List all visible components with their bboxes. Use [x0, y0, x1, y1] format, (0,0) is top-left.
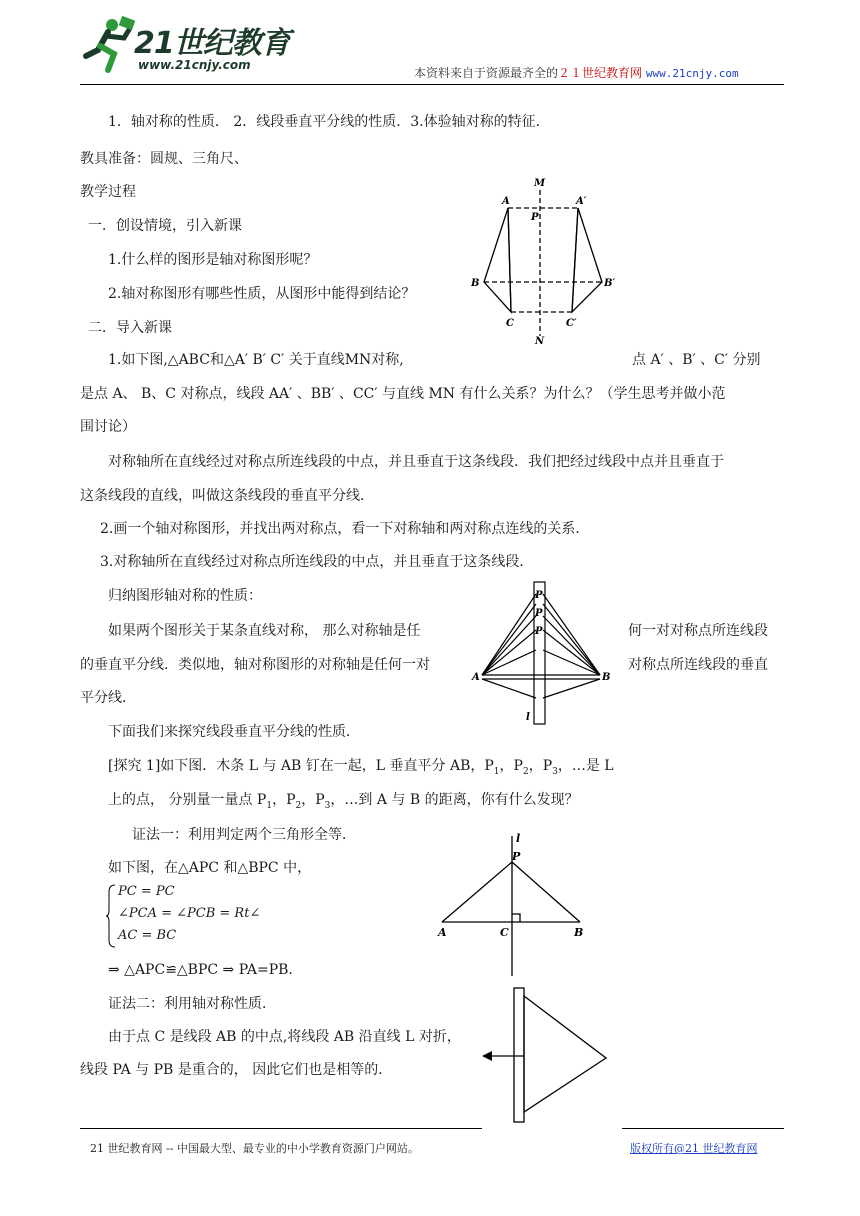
- logo-url-text: www.21cnjy.com: [138, 58, 251, 72]
- summary-line1-left: 如果两个图形关于某条直线对称， 那么对称轴是任: [108, 623, 421, 639]
- label-C-prime: C′: [566, 318, 577, 329]
- footer-copyright-link[interactable]: 版权所有@21 世纪教育网: [630, 1142, 758, 1155]
- figure-folding: [476, 986, 616, 1126]
- label-B: B: [574, 926, 584, 939]
- header-note-url[interactable]: www.21cnjy.com: [645, 67, 739, 80]
- proof-one-intro: 如下图，在△APC 和△BPC 中，: [108, 860, 312, 876]
- label-P2: P: [535, 608, 543, 619]
- para-1-line3: 围讨论）: [80, 419, 136, 435]
- item-two: 2.画一个轴对称图形，并找出两对称点，看一下对称轴和两对称点连线的关系．: [100, 521, 590, 537]
- proof-two-line1: 由于点 C 是线段 AB 的中点,将线段 AB 沿直线 L 对折，: [108, 1029, 461, 1045]
- label-l: l: [526, 712, 530, 723]
- label-A: A: [438, 926, 447, 939]
- label-P1: P: [535, 590, 543, 601]
- header-note-prefix: 本资料来自于资源最齐全的: [414, 66, 559, 80]
- left-arrow-icon: [482, 1051, 492, 1061]
- equation-1: PC = PC: [118, 884, 175, 899]
- figure-wooden-strip: [470, 580, 620, 726]
- section-one-heading: 一．创设情境，引入新课: [88, 218, 242, 234]
- equation-3: AC = BC: [118, 928, 177, 943]
- explore-intro: 下面我们来探究线段垂直平分线的性质．: [108, 724, 360, 740]
- site-logo: [78, 14, 298, 80]
- figure-mn-symmetry: [466, 176, 626, 346]
- section-two-heading: 二．导入新课: [88, 320, 172, 336]
- label-N: N: [535, 336, 545, 346]
- runner-logo-icon: [78, 16, 138, 76]
- summary-line1-right: 何一对对称点所连线段: [628, 623, 768, 639]
- header-rule: [80, 84, 784, 85]
- footer-rule-right: [622, 1128, 784, 1129]
- objectives-line: 1．轴对称的性质． 2．线段垂直平分线的性质．3.体验轴对称的特征．: [108, 114, 550, 130]
- summary-line3: 平分线．: [80, 690, 136, 706]
- label-M: M: [534, 178, 546, 189]
- para-1-right: 点 A′ 、B′ 、C′ 分别: [632, 352, 761, 368]
- para-1-line2: 是点 A、 B、C 对称点，线段 AA′ 、BB′ 、CC′ 与直线 MN 有什么关系？为什么？（学生思考并做小范: [80, 386, 726, 402]
- left-brace: [106, 884, 116, 948]
- footer-left-text: 21 世纪教育网 -- 中国最大型、最专业的中小学教育资源门户网站。: [90, 1142, 419, 1155]
- proof-two-line2: 线段 PA 与 PB 是重合的， 因此它们也是相等的．: [80, 1062, 393, 1078]
- label-l: l: [516, 832, 521, 845]
- proof-one-conclusion: ⇒ △APC≌△BPC ⇒ PA=PB.: [108, 962, 293, 978]
- summary-line2-right: 对称点所连线段的垂直: [628, 657, 768, 673]
- para-2-line1: 对称轴所在直线经过对称点所连线段的中点，并且垂直于这条线段．我们把经过线段中点并且垂直于: [108, 454, 724, 470]
- label-A-prime: A′: [576, 196, 587, 207]
- equation-2: ∠PCA = ∠PCB = Rt∠: [118, 906, 261, 921]
- item-three: 3.对称轴所在直线经过对称点所连线段的中点，并且垂直于这条线段．: [100, 554, 534, 570]
- explore-1-line1: [探究 1]如下图．木条 L 与 AB 钉在一起，L 垂直平分 AB，$P_1$，$P_2$，$P_3$，…是 L: [108, 758, 614, 777]
- label-A: A: [502, 196, 510, 207]
- label-C: C: [500, 926, 509, 939]
- label-B: B: [602, 672, 611, 683]
- summary-heading: 归纳图形轴对称的性质：: [108, 588, 262, 604]
- proof-one-heading: 证法一：利用判定两个三角形全等．: [132, 827, 356, 843]
- figure-triangle-apb: [432, 830, 602, 980]
- equation-system: [106, 884, 306, 950]
- label-P: P: [512, 850, 521, 863]
- label-C: C: [506, 318, 514, 329]
- label-P3: P: [535, 626, 543, 637]
- tools-line: 教具准备：圆规、三角尺、: [80, 151, 248, 167]
- label-A: A: [472, 672, 480, 683]
- label-P: P: [531, 212, 539, 223]
- para-1-start: 1.如下图,△ABC和△A′ B′ C′ 关于直线MN对称,: [108, 352, 404, 368]
- proof-two-heading: 证法二：利用轴对称性质．: [108, 996, 276, 1012]
- label-B-prime: B′: [604, 278, 616, 289]
- summary-line2-left: 的垂直平分线．类似地，轴对称图形的对称轴是任何一对: [80, 657, 430, 673]
- process-heading: 教学过程: [80, 184, 136, 200]
- para-2-line2: 这条线段的直线，叫做这条线段的垂直平分线．: [80, 488, 374, 504]
- label-B: B: [471, 278, 480, 289]
- question-two: 2.轴对称图形有哪些性质，从图形中能得到结论？: [108, 286, 416, 302]
- explore-1-line2: 上的点， 分别量一量点 $P_1$，$P_2$，$P_3$，…到 A 与 B 的距离，你有什么发现？: [108, 792, 579, 811]
- logo-main-text: 21世纪教育: [134, 26, 290, 61]
- header-note: [414, 64, 739, 81]
- footer-rule-left: [80, 1128, 482, 1129]
- header-note-site: ２１世纪教育网: [558, 66, 643, 80]
- question-one: 1.什么样的图形是轴对称图形呢？: [108, 252, 318, 268]
